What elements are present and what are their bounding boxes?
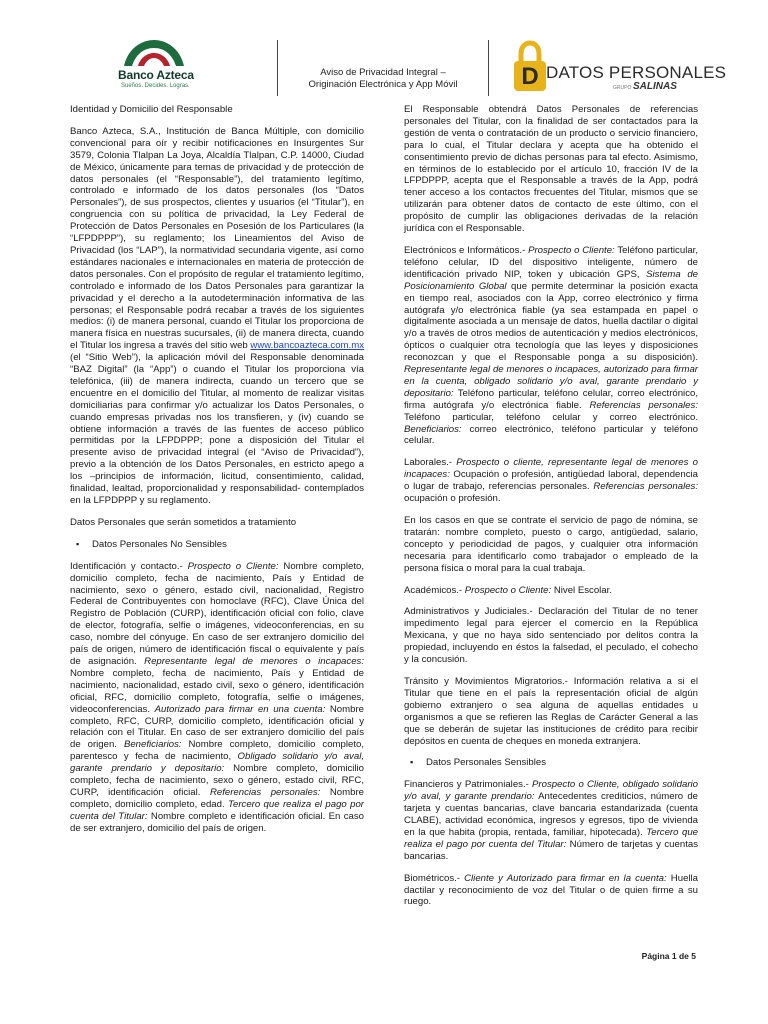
- italic-label: Tercero que realiza el pago por cuenta del Titular:: [70, 798, 364, 822]
- paragraph-referencias: El Responsable obtendrá Datos Personales de referencias personales del Titular, con la finalidad de ser contactados para la gestión de venta o contratación de un producto o servicio financiero, para lo cual, el Titular declara y acepta que ha obtenido el consentimiento previo de dichas personas para tal efecto. Asimismo, en términos de lo establecido por el artículo 10, fracción IV de la LFPDPPP, acepta que el Responsable a través de la App, podrá tener acceso a los contactos frecuentes del Titular, mismos que se utilizarán para obtener datos de contacto de este último, con el propósito de cumplir las obligaciones derivadas de la relación jurídica con el Responsable.: [404, 104, 698, 235]
- paragraph-text: que permite determinar la posición exacta en tiempo real, asociados con la App, correo electrónico y firma autógrafa y/o electrónica fiable (ya sea estampada en papel o digitalmente asociada a un mensaje de datos, huella dactilar o digital y/o a través de otros medios de autenticación y medios electrónicos, ópticos o cualquier otra tecnología que las leyes y disposiciones reconozcan y que el Responsable ponga a su disposición).: [404, 280, 699, 364]
- right-column: [404, 104, 698, 918]
- section-heading: Datos Personales que serán sometidos a tratamiento: [70, 516, 297, 528]
- paragraph-financieros: [404, 779, 698, 862]
- paragraph-identificacion: [70, 561, 364, 835]
- document-title: [283, 67, 483, 91]
- paragraph-text: Antecedentes crediticios, número de tarjeta y cuentas bancarias, clave bancaria estandarizada (cuenta CLABE), actividad económica, ingresos y egresos, tipo de vivienda en la que habita (propia, rentada, familiar, hipotecada).: [404, 791, 698, 838]
- italic-label: Prospecto o Cliente:: [187, 560, 279, 572]
- italic-label: Prospecto o Cliente:: [528, 244, 615, 256]
- section-heading: Identidad y Domicilio del Responsable: [70, 104, 233, 115]
- italic-label: Referencias personales:: [593, 481, 698, 493]
- paragraph-text: correo electrónico, teléfono particular y teléfono celular.: [404, 423, 698, 447]
- paragraph-nomina: En los casos en que se contrate el servicio de pago de nómina, se tratarán: nombre completo, puesto o cargo, antigüedad, salario, concepto y periodicidad de pagos, y cualquier otra información necesaria para identificarlo como trabajador o empleado de la persona física o moral para la cual trabaja.: [404, 515, 698, 574]
- grupo-label: GRUPO: [613, 85, 632, 91]
- paragraph-biometricos: [404, 873, 698, 909]
- paragraph-text: (el “Sitio Web”), la aplicación móvil del Responsable denominada “BAZ Digital” (la “App”) o cuando el Titular los proporciona vía telefónica, (iii) de manera indirecta, cuando un tercero que se encuentre en el domicilio del Titular, al momento de realizar visitas domiciliarias para confirmar y/o actualizar los Datos Personales, o cuando empresas privadas nos los transfieren, y (iv) cuando se obtiene información a través de las fuentes de acceso público permitidas por la LFPDPPP; pone a disposición del Titular el presente aviso de privacidad integral (el “Aviso de Privacidad”), previo a la obtención de los Datos Personales, en estricto apego a los –principios de información, licitud, consentimiento, calidad, finalidad, lealtad, proporcionalidad y responsabilidad- contemplados en la LFPDPPP y su reglamento.: [70, 352, 364, 506]
- header-divider: [488, 40, 489, 96]
- page-header: [0, 0, 768, 96]
- paragraph-text: Nombre completo e identificación oficial. En caso de ser extranjero, domicilio del país de origen.: [70, 810, 364, 834]
- paragraph-text: Nombre completo, domicilio completo, edad.: [70, 786, 364, 810]
- paragraph-text: Nombre completo, domicilio completo, parentesco y fecha de nacimiento,: [70, 739, 364, 763]
- italic-label: Referencias personales:: [209, 786, 321, 798]
- paragraph-text: Huella dactilar y reconocimiento de voz del Titular o de quien firme a su ruego.: [404, 872, 699, 908]
- paragraph-text: Nombre completo, fecha de nacimiento, País y Entidad de nacimiento, nacionalidad, estado civil, sexo o género, identificación oficial, RFC, domicilio completo, fotografía, selfie o imágenes, videoconferencias.: [70, 667, 364, 715]
- paragraph-text: Nombre completo, RFC, CURP, domicilio completo, identificación oficial y relación con el Titular. En caso de ser extranjero domicilio del país de origen.: [70, 703, 364, 751]
- paragraph-migratorios: Tránsito y Movimientos Migratorios.- Información relativa a si el Titular que tiene en el país la representación oficial de algún gobierno extranjero o sea alguna de aquellas entidades u organismos a que se refieren las Reglas de Carácter General a las que se deberán de sujetar las instituciones de crédito para recibir depósitos en cuenta de cheques en moneda extranjera.: [404, 675, 698, 747]
- paragraph-text: Banco Azteca, S.A., Institución de Banca Múltiple, con domicilio convencional para oír y recibir notificaciones en Insurgentes Sur 3579, Colonia Tlalpan La Joya, Alcaldía Tlalpan, C.P. 14000, Ciudad de México, únicamente para temas de privacidad y de protección de datos personales (el “Responsable”), del tratamiento legítimo, controlado e informado de los datos personales (los “Datos Personales”), de sus prospectos, clientes y usuarios (el “Titular”), en congruencia con su política de privacidad, la Ley Federal de Protección de Datos Personales en Posesión de los Particulares (la “LFPDPPP”), su reglamento; los Lineamientos del Aviso de Privacidad (los “LAP”), la normatividad secundaria vigente, así como estándares nacionales e internacionales en materia de protección de datos personales. Con el propósito de regular el tratamiento legítimo, controlado e informado de los Datos Personales para garantizar la privacidad y el derecho a la autodeterminación informativa de las personas; el Responsable podrá recabar a través de los siguientes medios: (i) de manera personal, cuando el Titular los proporciona de manera física en nuestras sucursales, (ii) de manera directa, cuando el Titular los ingresa a través del sitio web: [70, 125, 364, 352]
- paragraph-text: Número de tarjetas y cuentas bancarias.: [404, 838, 698, 862]
- website-link[interactable]: www.bancoazteca.com.mx: [250, 340, 364, 352]
- italic-label: Prospecto o Cliente, obligado solidario y/o aval, y garante prendario:: [404, 779, 698, 803]
- paragraph-text: Nombre completo, domicilio completo, fecha de nacimiento, País y Entidad de nacimiento, sexo o género, estado civil, nacionalidad, Registro Federal de Contribuyentes con homoclave (RFC), Clave Única del Registro de Población (CURP), identificación oficial con folio, clave de elector, fotografía, selfie o imágenes, videoconferencias, en su caso, nombre del cónyuge. En caso de ser extranjero domicilio del país de origen, número de identificación fiscal o equivalente y país de asignación.: [70, 560, 364, 667]
- paragraph-administrativos: Administrativos y Judiciales.- Declaración del Titular de no tener impedimento legal para ejercer el comercio en la República Mexicana, y que no haya sido sentenciado por delitos contra la propiedad, incluyendo en éstos la falsedad, el peculado, el cohecho y la concusión.: [404, 606, 698, 666]
- padlock-icon: [513, 40, 547, 92]
- brand-slogan: Sueños. Decides. Logras.: [121, 83, 190, 89]
- banco-azteca-logo-icon: [120, 38, 188, 68]
- paragraph-academicos: [404, 585, 698, 597]
- datos-personales-logo-text: DATOS PERSONALES: [546, 63, 727, 82]
- bullet-item: ▪ Datos Personales Sensibles: [404, 757, 698, 769]
- paragraph-text: Nombre completo, domicilio completo, fecha de nacimiento, sexo o género, estado civil, RFC, CURP, identificación oficial.: [70, 763, 364, 798]
- paragraph-text: Financieros y Patrimoniales.-: [404, 779, 533, 791]
- paragraph-text: Biométricos.-: [404, 872, 465, 884]
- paragraph-text: Nivel Escolar.: [551, 584, 612, 596]
- page-number: Página 1 de 5: [641, 951, 696, 961]
- svg-text:D: D: [521, 63, 539, 90]
- italic-label: Representante legal de menores o incapaces, autorizado para firmar en la cuenta, obligado solidario y/o aval, garante prendario y depositario:: [404, 364, 698, 399]
- paragraph-electronicos: [404, 245, 698, 447]
- paragraph-text: Teléfono particular, teléfono celular, correo electrónico, firma autógrafa y/o electrónica fiable.: [404, 387, 698, 411]
- paragraph-responsable: [70, 126, 364, 507]
- paragraph-text: Identificación y contacto.-: [70, 560, 188, 572]
- italic-label: Sistema de Posicionamiento Global: [404, 268, 698, 292]
- italic-label: Obligado solidario y/o aval, garante prendario y depositario:: [70, 751, 364, 775]
- paragraph-text: Teléfono particular, teléfono celular y correo electrónico.: [404, 411, 698, 423]
- paragraph-text: Académicos.-: [404, 584, 465, 596]
- italic-label: Tercero que realiza el pago por cuenta del Titular:: [404, 826, 698, 850]
- left-column: [70, 104, 364, 845]
- paragraph-text: Teléfono particular, teléfono celular, ID del dispositivo inteligente, número de identificación privado NIP, token y ubicación GPS,: [404, 244, 698, 280]
- italic-label: Beneficiarios:: [404, 423, 462, 435]
- document-title-line2: Originación Electrónica y App Móvil: [308, 79, 458, 90]
- italic-label: Beneficiarios:: [123, 739, 182, 751]
- bullet-item: ▪ Datos Personales No Sensibles: [70, 539, 364, 551]
- paragraph-laborales: [404, 457, 698, 505]
- italic-label: Referencias personales:: [589, 399, 698, 411]
- italic-label: Prospecto o Cliente:: [464, 584, 552, 596]
- brand-name: Banco Azteca: [118, 68, 194, 82]
- italic-label: Autorizado para firmar en una cuenta:: [154, 703, 326, 715]
- header-divider: [277, 40, 278, 96]
- italic-label: Cliente y Autorizado para firmar en la cuenta:: [464, 872, 667, 884]
- document-title-line1: Aviso de Privacidad Integral –: [320, 67, 446, 78]
- salinas-label: SALINAS: [633, 81, 677, 92]
- paragraph-text: ocupación o profesión.: [404, 493, 501, 505]
- italic-label: Representante legal de menores o incapaces:: [144, 655, 364, 667]
- paragraph-text: Laborales.-: [404, 457, 457, 469]
- paragraph-text: Ocupación o profesión, antigüedad laboral, dependencia o lugar de trabajo, referencias personales.: [404, 469, 698, 493]
- italic-label: Prospecto o cliente, representante legal de menores o incapaces:: [404, 457, 698, 481]
- paragraph-text: Electrónicos e Informáticos.-: [404, 244, 529, 256]
